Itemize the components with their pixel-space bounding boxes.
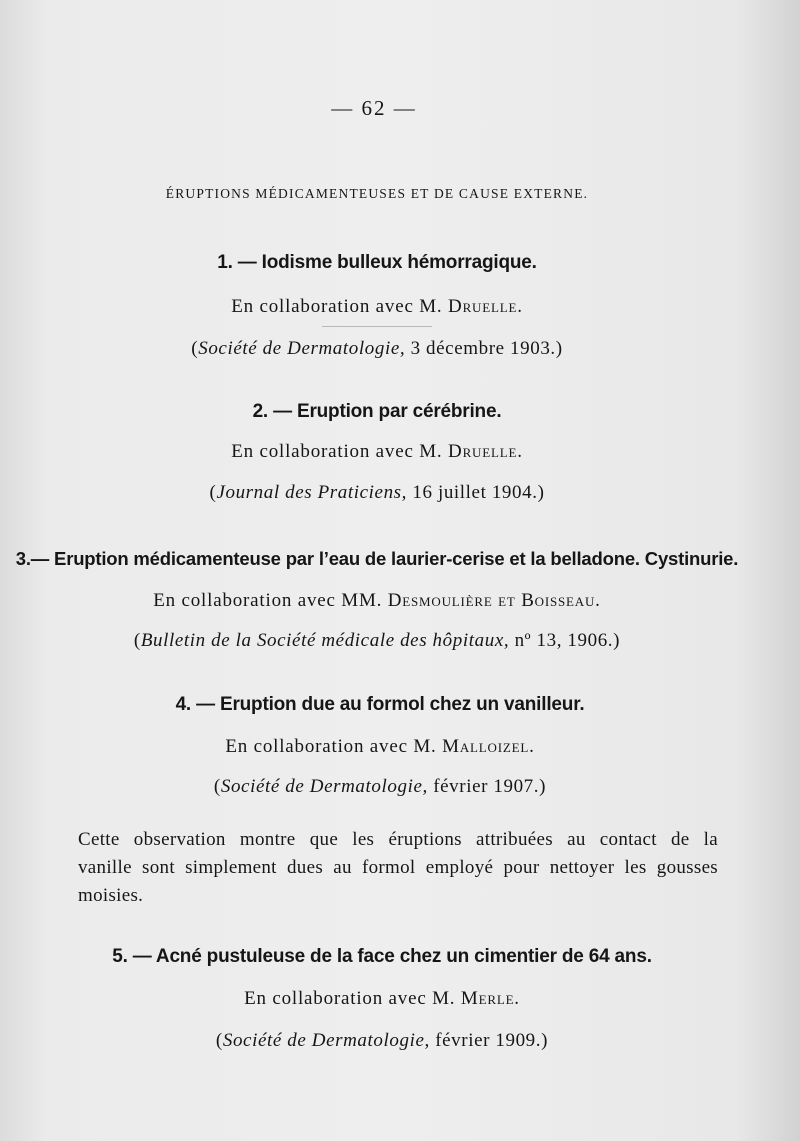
entry-2-publication: Journal des Praticiens,	[216, 482, 408, 503]
faint-divider	[322, 326, 432, 327]
entry-1-source-detail: 3 décembre 1903.)	[410, 338, 563, 359]
entry-5-source-detail: février 1909.)	[435, 1030, 549, 1051]
page-number: — 62 —	[331, 96, 417, 120]
entry-4-source	[0, 776, 760, 798]
entry-2-collab-prefix: En collaboration avec M.	[231, 441, 443, 462]
observation-paragraph: Cette observation montre que les éruptions attribuées au contact de la vanille sont simplement dues au formol employé pour nettoyer les gousses moisies.	[78, 829, 718, 906]
entry-2-source	[0, 482, 754, 504]
entry-4-collab-names: Malloizel.	[442, 736, 535, 757]
entry-1-collaboration	[0, 296, 754, 318]
entry-4-collaboration	[0, 736, 760, 758]
entry-4-title: 4. — Eruption due au formol chez un vanilleur.	[175, 694, 585, 715]
entry-3-collab-names: Desmoulière et Boisseau.	[387, 590, 601, 611]
entry-3-source	[0, 630, 754, 652]
entry-3-source-detail: nº 13, 1906.)	[514, 630, 621, 651]
entry-3-source-open: (	[133, 630, 141, 651]
entry-5-collaboration	[0, 988, 764, 1010]
entry-5-collab-names: Merle.	[460, 988, 520, 1009]
entry-3-title: 3.— Eruption médicamenteuse par l’eau de laurier-cerise et la belladone. Cystinurie.	[15, 548, 739, 569]
entry-4-source-detail: février 1907.)	[433, 776, 547, 797]
entry-1-publication: Société de Dermatologie,	[198, 338, 406, 359]
entry-2-collab-names: Druelle.	[448, 441, 523, 462]
entry-4-source-open: (	[213, 776, 221, 797]
entry-5-source-open: (	[215, 1030, 223, 1051]
entry-5-title: 5. — Acné pustuleuse de la face chez un cimentier de 64 ans.	[112, 946, 652, 967]
entry-5-publication: Société de Dermatologie,	[222, 1030, 430, 1051]
entry-4-collab-prefix: En collaboration avec M.	[225, 736, 437, 757]
entry-1-collab-names: Druelle.	[448, 296, 523, 317]
entry-2-source-detail: 16 juillet 1904.)	[412, 482, 545, 503]
entry-3-collaboration	[0, 590, 754, 612]
entry-2-source-open: (	[209, 482, 217, 503]
entry-3-collab-prefix: En collaboration avec MM.	[153, 590, 383, 611]
entry-3-publication: Bulletin de la Société médicale des hôpitaux,	[140, 630, 510, 651]
entry-4-publication: Société de Dermatologie,	[220, 776, 428, 797]
section-heading: ÉRUPTIONS MÉDICAMENTEUSES ET DE CAUSE EXTERNE.	[165, 186, 589, 201]
entry-2-title: 2. — Eruption par cérébrine.	[252, 401, 502, 422]
entry-1-collab-prefix: En collaboration avec M.	[231, 296, 443, 317]
entry-5-source	[0, 1030, 764, 1052]
entry-1-source-open: (	[191, 338, 199, 359]
entry-1-title: 1. — Iodisme bulleux hémorragique.	[217, 252, 537, 273]
entry-1-source	[0, 338, 754, 360]
entry-5-collab-prefix: En collaboration avec M.	[244, 988, 456, 1009]
entry-2-collaboration	[0, 441, 754, 463]
